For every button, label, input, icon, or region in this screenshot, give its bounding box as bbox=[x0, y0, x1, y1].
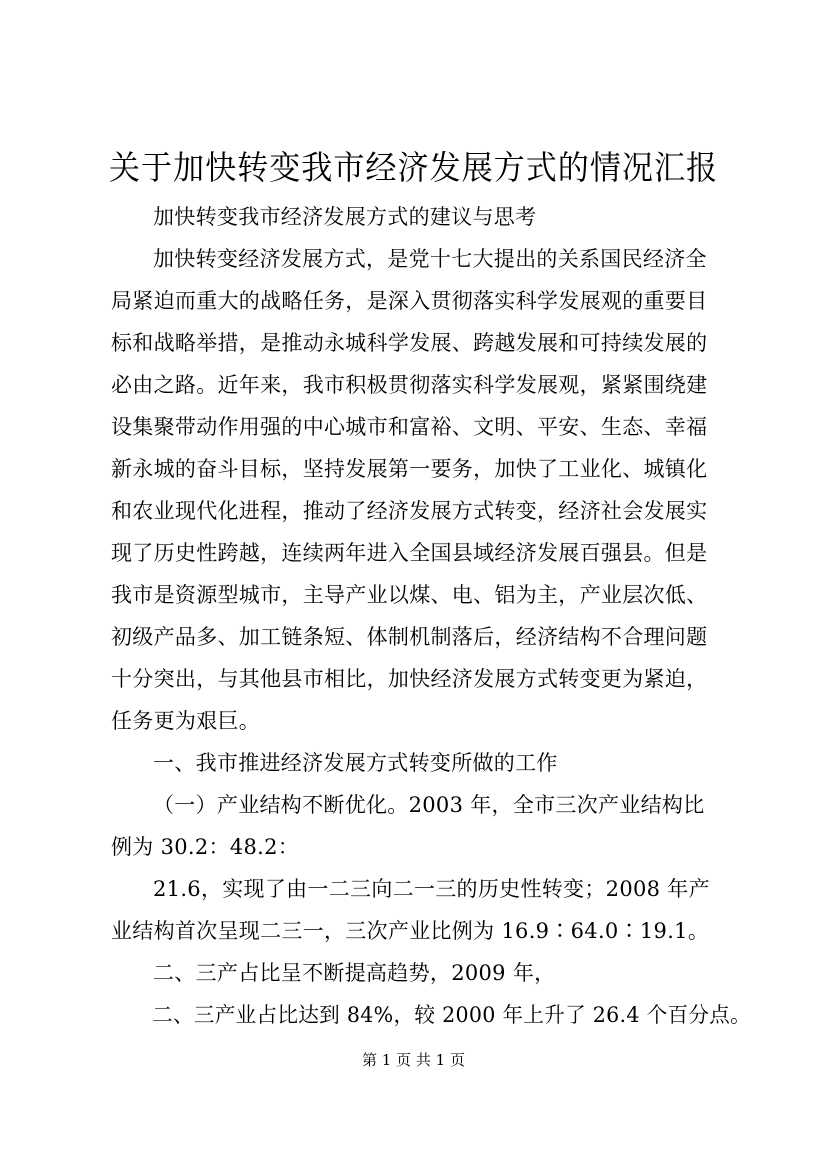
intro-paragraph bbox=[111, 238, 735, 742]
page-number-footer: 第 1 页 共 1 页 bbox=[362, 1051, 465, 1069]
point1-paragraph bbox=[111, 784, 735, 868]
point1-continued-paragraph bbox=[111, 868, 735, 952]
document-title: 关于加快转变我市经济发展方式的情况汇报 bbox=[108, 148, 719, 187]
intro-line: 十分突出，与其他县市相比，加快经济发展方式转变更为紧迫， bbox=[111, 667, 708, 691]
intro-line: 加快转变经济发展方式，是党十七大提出的关系国民经济全 bbox=[153, 247, 707, 271]
intro-line: 现了历史性跨越，连续两年进入全国县域经济发展百强县。但是 bbox=[111, 541, 708, 565]
subtitle-line: 加快转变我市经济发展方式的建议与思考 bbox=[153, 205, 537, 229]
point2-paragraph bbox=[111, 952, 735, 994]
intro-line: 和农业现代化进程，推动了经济发展方式转变，经济社会发展实 bbox=[111, 499, 708, 523]
point3-paragraph bbox=[111, 994, 752, 1036]
point1-continued-line: 21.6，实现了由一二三向二一三的历史性转变；2008 年产 bbox=[153, 877, 710, 901]
point1-continued-line: 业结构首次呈现二三一，三次产业比例为 16.9∶64.0∶19.1。 bbox=[111, 919, 710, 943]
section-heading: 一、我市推进经济发展方式转变所做的工作 bbox=[153, 751, 558, 775]
intro-line: 标和战略举措，是推动永城科学发展、跨越发展和可持续发展的 bbox=[111, 331, 708, 355]
point1-line: 例为 30.2：48.2： bbox=[111, 835, 300, 859]
section-heading-paragraph bbox=[111, 742, 735, 784]
intro-line: 设集聚带动作用强的中心城市和富裕、文明、平安、生态、幸福 bbox=[111, 415, 708, 439]
point1-line: （一）产业结构不断优化。2003 年，全市三次产业结构比 bbox=[153, 793, 705, 817]
intro-line: 局紧迫而重大的战略任务，是深入贯彻落实科学发展观的重要目 bbox=[111, 289, 708, 313]
intro-line: 初级产品多、加工链条短、体制机制落后，经济结构不合理问题 bbox=[111, 625, 708, 649]
point3-line: 二、三产业占比达到 84%，较 2000 年上升了 26.4 个百分点。 bbox=[152, 1003, 752, 1027]
intro-line: 任务更为艰巨。 bbox=[111, 709, 261, 733]
document-body bbox=[111, 196, 752, 1036]
intro-line: 必由之路。近年来，我市积极贯彻落实科学发展观，紧紧围绕建 bbox=[111, 373, 708, 397]
intro-line: 我市是资源型城市，主导产业以煤、电、铝为主，产业层次低、 bbox=[111, 583, 708, 607]
intro-line: 新永城的奋斗目标，坚持发展第一要务，加快了工业化、城镇化 bbox=[111, 457, 708, 481]
subtitle-paragraph bbox=[111, 196, 735, 238]
point2-line: 二、三产占比呈不断提高趋势，2009 年， bbox=[153, 961, 556, 985]
